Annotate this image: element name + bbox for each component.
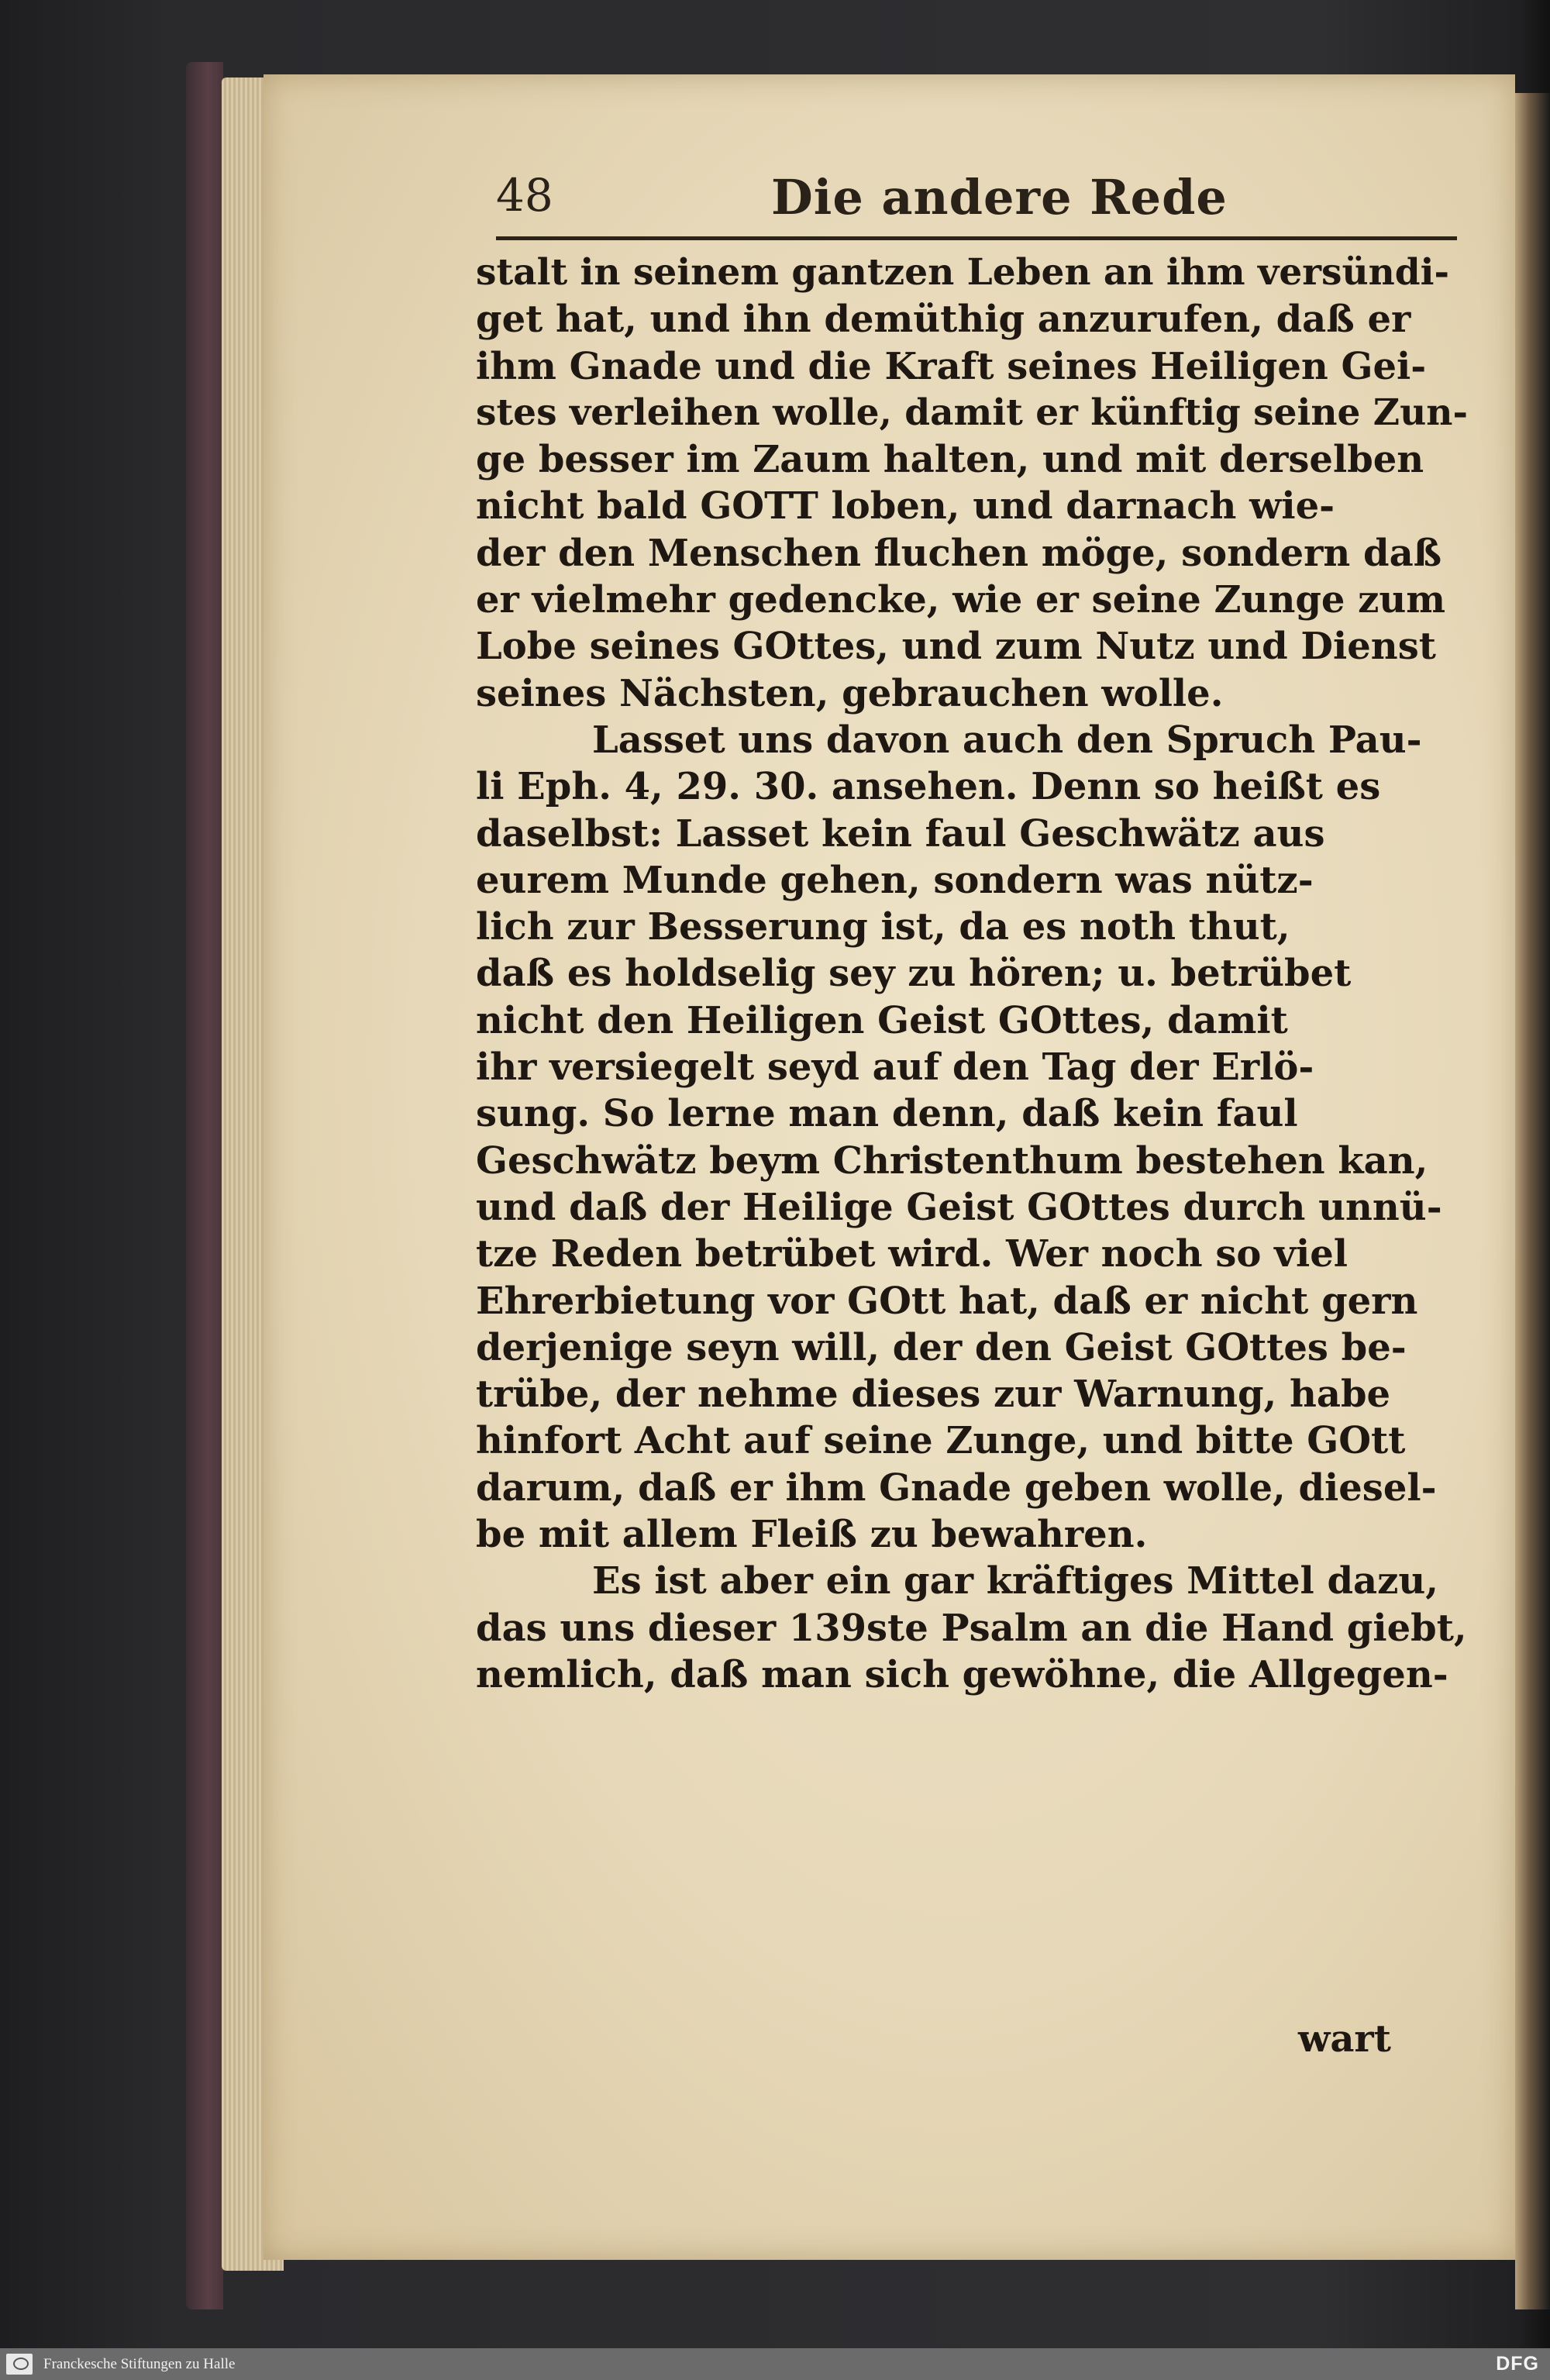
text-line: Geschwätz beym Christenthum bestehen kan, (476, 1138, 1428, 1183)
page-header (496, 169, 1457, 239)
text-line: stes verleihen wolle, damit er künftig seine Zun- (476, 391, 1468, 434)
text-line: er vielmehr gedencke, wie er seine Zunge zum (476, 578, 1446, 622)
body-text (476, 250, 1468, 1698)
text-line: trübe, der nehme dieses zur Warnung, habe (476, 1373, 1391, 1417)
funder-logo: DFG (1496, 2353, 1539, 2375)
text-line: daselbst: Lasset kein faul Geschwätz aus (476, 811, 1325, 856)
text-line: nicht bald GOTT loben, und darnach wie- (476, 484, 1335, 529)
text-line: Lobe seines GOttes, und zum Nutz und Dienst (476, 625, 1436, 669)
text-line: eurem Munde gehen, sondern was nütz- (476, 858, 1314, 902)
text-line: das uns dieser 139ste Psalm an die Hand giebt, (476, 1606, 1467, 1650)
text-line: daß es holdselig sey zu hören; u. betrübet (476, 952, 1352, 996)
running-head: Die andere Rede (771, 169, 1228, 226)
text-line: stalt in seinem gantzen Leben an ihm versündi- (476, 251, 1450, 294)
text-line: lich zur Besserung ist, da es noth thut, (476, 905, 1290, 949)
viewer-footer (0, 2348, 1550, 2380)
text-line: derjenige seyn will, der den Geist GOttes be- (476, 1325, 1407, 1369)
text-line: Lasset uns davon auch den Spruch Pau- (592, 718, 1422, 762)
text-line: be mit allem Fleiß zu bewahren. (476, 1513, 1148, 1557)
book-cover-edge (186, 62, 223, 2309)
text-line: hinfort Acht auf seine Zunge, und bitte GOtt (476, 1419, 1406, 1463)
text-line: Ehrerbietung vor GOtt hat, daß er nicht gern (476, 1279, 1418, 1323)
text-line: und daß der Heilige Geist GOttes durch unnü- (476, 1185, 1442, 1229)
page-number: 48 (496, 169, 553, 222)
institution-credit: Franckesche Stiftungen zu Halle (43, 2356, 236, 2372)
text-line: ihm Gnade und die Kraft seines Heiligen Gei- (476, 344, 1427, 388)
text-line: li Eph. 4, 29. 30. ansehen. Denn so heißt es (476, 765, 1381, 809)
text-line: nemlich, daß man sich gewöhne, die Allgegen- (476, 1652, 1448, 1696)
text-line: ihr versiegelt seyd auf den Tag der Erlö- (476, 1045, 1314, 1090)
text-line: get hat, und ihn demüthig anzurufen, daß er (476, 298, 1411, 342)
text-line: sung. So lerne man denn, daß kein faul (476, 1092, 1298, 1136)
institution-logo-icon (6, 2354, 33, 2375)
header-rule (496, 236, 1457, 240)
text-line: Es ist aber ein gar kräftiges Mittel dazu, (592, 1559, 1438, 1603)
text-line: nicht den Heiligen Geist GOttes, damit (476, 998, 1288, 1042)
text-line: der den Menschen fluchen möge, sondern daß (476, 531, 1442, 575)
text-line: ge besser im Zaum halten, und mit derselben (476, 438, 1424, 482)
catchword: wart (1298, 2017, 1391, 2061)
text-line: tze Reden betrübet wird. Wer noch so viel (476, 1232, 1348, 1276)
book-gutter (1515, 93, 1550, 2309)
text-line: seines Nächsten, gebrauchen wolle. (476, 671, 1224, 715)
text-line: darum, daß er ihm Gnade geben wolle, diesel- (476, 1466, 1437, 1510)
